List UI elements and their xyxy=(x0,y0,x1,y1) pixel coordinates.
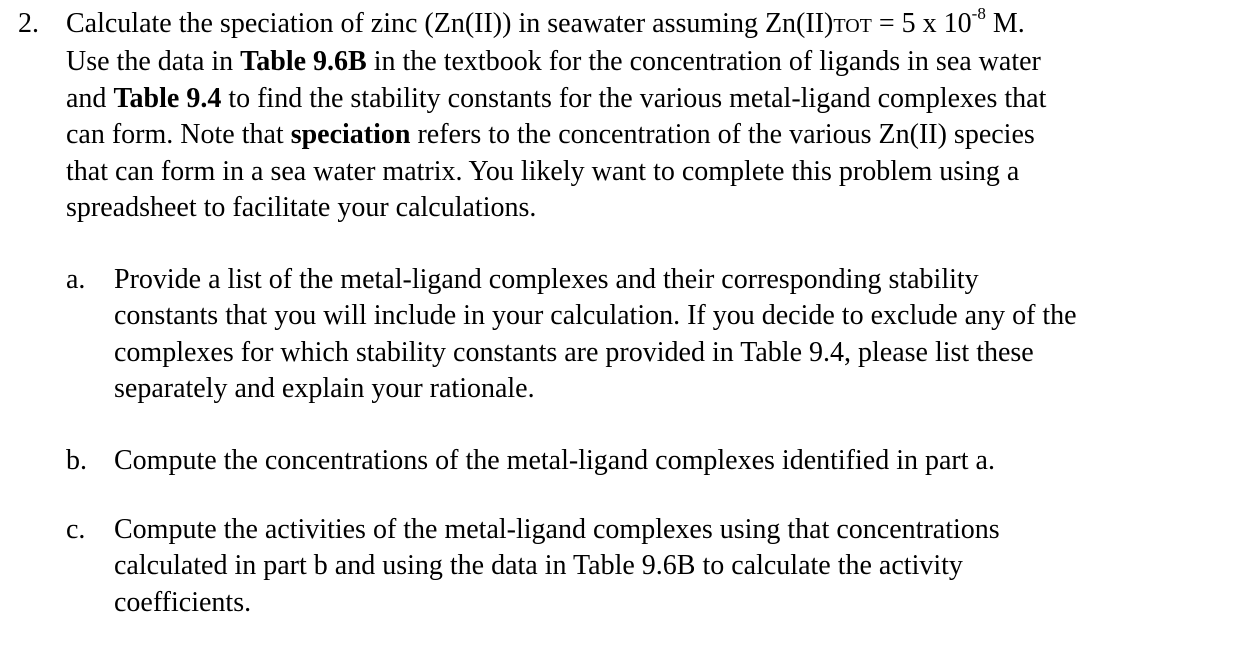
statement-line-1 xyxy=(66,6,1216,44)
part-text xyxy=(114,262,1214,408)
part-line: Provide a list of the metal-ligand complexes and their corresponding stability xyxy=(114,264,979,295)
part-text xyxy=(114,512,1214,621)
statement-text: M. xyxy=(985,8,1025,39)
part-text xyxy=(114,443,1214,479)
statement-text: refers to the concentration of the various Zn(II) species xyxy=(410,119,1035,151)
table-reference-bold: Table 9.6B xyxy=(240,46,367,78)
part-line: constants that you will include in your calculation. If you decide to exclude any of the xyxy=(114,300,1077,332)
statement-line-2 xyxy=(66,44,1216,80)
statement-line-6: spreadsheet to facilitate your calculations. xyxy=(66,192,537,224)
statement-text: = 5 x 10 xyxy=(871,8,972,39)
exponent: -8 xyxy=(971,4,986,23)
part-line: calculated in part b and using the data in Table 9.6B to calculate the activity xyxy=(114,550,963,582)
statement-text: Use the data in xyxy=(66,46,241,78)
part-line: Compute the concentrations of the metal-ligand complexes identified in part a. xyxy=(114,445,995,476)
speciation-term-bold: speciation xyxy=(290,119,411,151)
part-line: coefficients. xyxy=(114,586,252,618)
part-line: Compute the activities of the metal-ligand complexes using that concentrations xyxy=(114,514,1000,545)
statement-text: to find the stability constants for the various metal-ligand complexes that xyxy=(221,82,1047,114)
statement-line-5: that can form in a sea water matrix. You likely want to complete this problem using a xyxy=(66,155,1020,187)
part-label: a. xyxy=(66,264,86,295)
table-reference-bold: Table 9.4 xyxy=(113,82,222,114)
problem-statement xyxy=(66,6,1216,226)
part-label: c. xyxy=(66,514,86,545)
subscript-tot: TOT xyxy=(833,15,872,37)
problem-number: 2. xyxy=(18,8,39,39)
statement-text: can form. Note that xyxy=(66,119,291,151)
statement-text: Calculate the speciation of zinc (Zn(II)) in seawater assuming Zn(II) xyxy=(66,8,834,39)
statement-text: in the textbook for the concentration of ligands in sea water xyxy=(366,46,1041,78)
statement-line-4 xyxy=(66,117,1216,153)
statement-line-3 xyxy=(66,81,1216,117)
part-line: separately and explain your rationale. xyxy=(114,373,535,405)
part-label: b. xyxy=(66,445,87,476)
part-line: complexes for which stability constants are provided in Table 9.4, please list these xyxy=(114,336,1034,368)
statement-text: and xyxy=(66,82,114,114)
